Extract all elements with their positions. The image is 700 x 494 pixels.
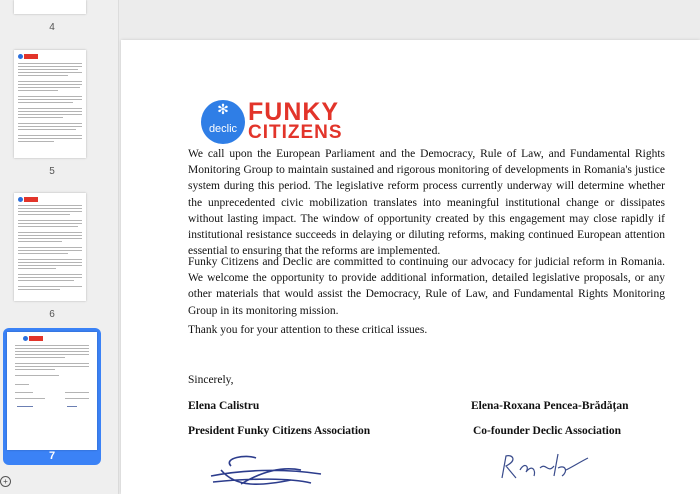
page-thumbnail-6[interactable] [14, 193, 86, 301]
declic-logo-text: declic [208, 123, 238, 135]
paragraph-monitoring-request: We call upon the European Parliament and the Democracy, Rule of Law, and Fundamental Rights Monitoring Group to maintain sustained and rigorous monitoring of developments in Romania's justice system during this period. The legislative reform process currently underway will determine whether the unprecedented civic mobilization translates into meaningful institutional change or dissipates without lasting impact. The window of opportunity created by this engagement may close rapidly if institutional resistance succeeds in delaying or diluting reforms, making continued European attention essential to ensuring that the reforms are implemented. [188, 148, 665, 258]
paragraph-commitment: Funky Citizens and Declic are committed to continuing our advocacy for judicial reform in Romania. We welcome the opportunity to provide additional information, detailed legislative proposals, or any other materials that would assist the Democracy, Rule of Law, and Fundamental Rights Monitoring Group in its monitoring mission. [188, 256, 665, 317]
funky-logo-text: FUNKY [248, 98, 340, 126]
signature-1-image [201, 448, 331, 494]
page-number-5: 5 [49, 166, 55, 177]
thumbnail-logo [18, 54, 38, 59]
thumbnail-logo [23, 336, 43, 341]
closing-salutation: Sincerely, [188, 374, 234, 386]
page-thumbnail-7[interactable] [7, 332, 97, 450]
page-number-6: 6 [49, 309, 55, 320]
page-number-7: 7 [48, 450, 56, 462]
page-number-4: 4 [49, 22, 55, 33]
thumbnail-logo [18, 197, 38, 202]
page-thumbnail-4[interactable] [14, 0, 86, 14]
signer-2-name: Elena-Roxana Pencea-Brădățan [471, 400, 629, 412]
signature-2-image [496, 448, 596, 488]
document-page [121, 40, 700, 494]
add-page-icon[interactable]: + [0, 476, 11, 487]
page-thumbnail-7-selected[interactable] [3, 328, 101, 465]
citizens-logo-text: CITIZENS [248, 122, 343, 143]
signer-2-title: Co-founder Declic Association [473, 425, 622, 437]
signer-1-title: President Funky Citizens Association [188, 425, 371, 437]
page-thumbnail-sidebar [0, 0, 119, 494]
snowflake-icon: ✻ [217, 102, 229, 118]
signer-1-name: Elena Calistru [188, 400, 260, 412]
page-thumbnail-5[interactable] [14, 50, 86, 158]
paragraph-thanks: Thank you for your attention to these critical issues. [188, 324, 428, 336]
